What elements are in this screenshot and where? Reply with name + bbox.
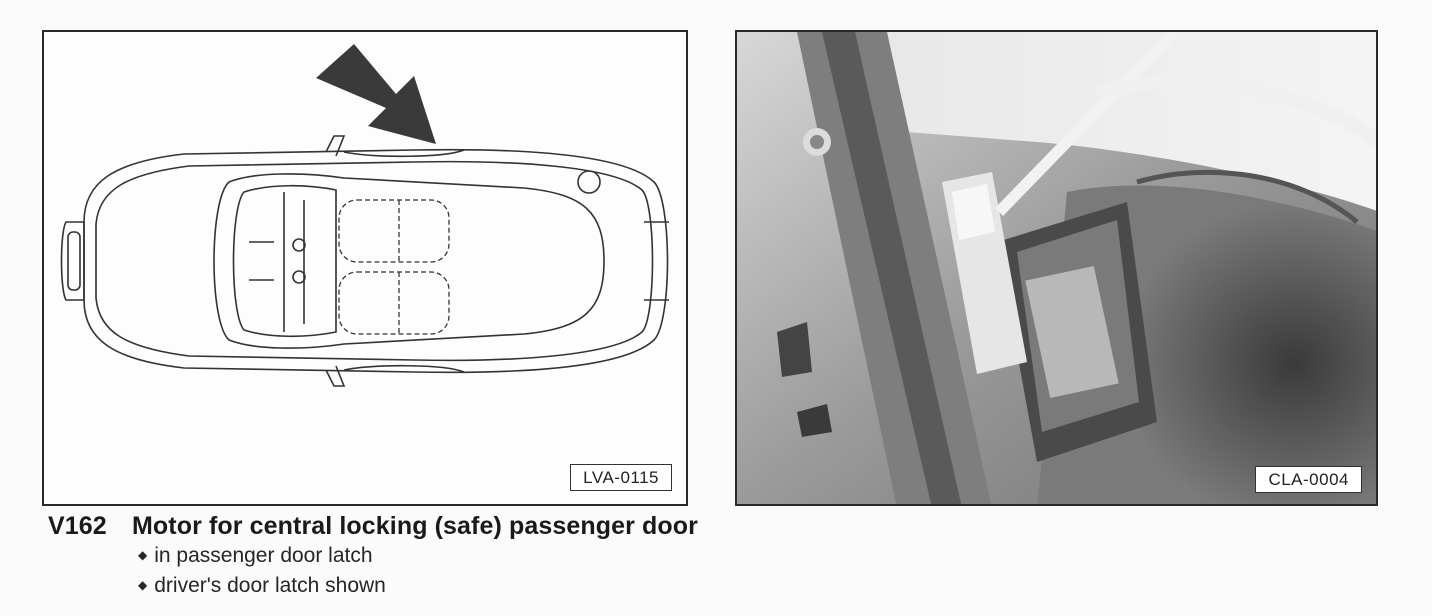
diamond-bullet-icon: ◆ [138, 578, 148, 592]
component-title: Motor for central locking (safe) passenger door [132, 512, 698, 540]
door-latch-photo [737, 32, 1378, 506]
figure-car-top-view [42, 30, 688, 506]
seat-left [339, 200, 449, 262]
bullet-text: in passenger door latch [154, 544, 373, 567]
figure-label: LVA-0115 [570, 464, 672, 491]
figure-door-latch-photo [735, 30, 1378, 506]
bullet-text: driver's door latch shown [154, 574, 386, 597]
fuel-cap [578, 171, 600, 193]
pointer-arrow-icon [316, 44, 436, 144]
car-body-outline [84, 150, 668, 373]
caption-bullet [138, 544, 373, 568]
caption-bullet [138, 574, 386, 598]
caption-title [48, 512, 698, 541]
diamond-bullet-icon: ◆ [138, 548, 148, 562]
car-top-view-drawing [44, 32, 688, 506]
component-code: V162 [48, 512, 107, 540]
figure-label: CLA-0004 [1255, 466, 1362, 493]
seat-right [339, 272, 449, 334]
